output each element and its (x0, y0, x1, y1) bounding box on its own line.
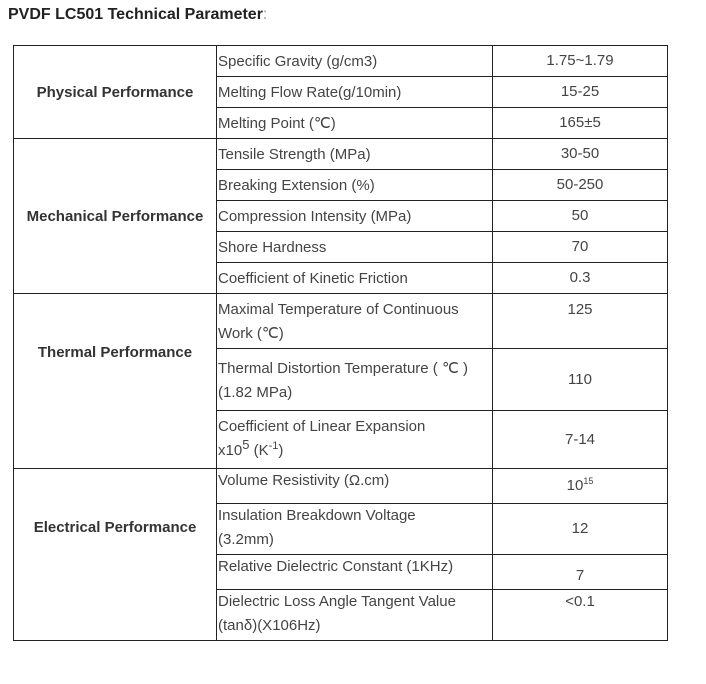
param-cell (217, 504, 493, 555)
param-cell: Specific Gravity (g/cm3) (217, 46, 493, 77)
table-row (14, 469, 668, 504)
param-cell: Breaking Extension (%) (217, 170, 493, 201)
param-cell: Tensile Strength (MPa) (217, 139, 493, 170)
page-title (8, 6, 267, 24)
param-line: (tanδ)(X106Hz) (218, 617, 321, 634)
value-cell: 110 (493, 349, 668, 411)
group-label-thermal: Thermal Performance (14, 294, 217, 469)
param-line: Work (℃) (218, 325, 284, 342)
param-cell: Compression Intensity (MPa) (217, 201, 493, 232)
param-text: x10 (218, 442, 243, 459)
value-text: 10 (566, 477, 584, 494)
value-cell: 70 (493, 232, 668, 263)
param-text: (K (249, 442, 269, 459)
param-line: Maximal Temperature of Continuous (218, 301, 459, 318)
param-line: Dielectric Loss Angle Tangent Value (218, 593, 456, 610)
value-cell: 50 (493, 201, 668, 232)
superscript: -1 (268, 440, 279, 452)
value-cell: 125 (493, 294, 668, 349)
value-cell: 30-50 (493, 139, 668, 170)
param-cell: Volume Resistivity (Ω.cm) (217, 469, 493, 504)
title-colon: : (262, 6, 268, 23)
group-label-electrical: Electrical Performance (14, 469, 217, 641)
table-row (14, 46, 668, 77)
parameter-table (13, 45, 668, 641)
value-cell: 50-250 (493, 170, 668, 201)
value-cell: 7-14 (493, 411, 668, 469)
param-cell: Melting Point (℃) (217, 108, 493, 139)
param-cell (217, 294, 493, 349)
superscript: 15 (583, 476, 594, 486)
title-text: PVDF LC501 Technical Parameter (8, 6, 263, 23)
param-line: (1.82 MPa) (218, 384, 293, 401)
param-cell (217, 590, 493, 641)
table-row (14, 139, 668, 170)
param-line: Coefficient of Linear Expansion (218, 418, 426, 435)
value-cell: 165±5 (493, 108, 668, 139)
value-cell: 12 (493, 504, 668, 555)
value-cell (493, 469, 668, 504)
param-cell: Shore Hardness (217, 232, 493, 263)
group-label-mechanical: Mechanical Performance (14, 139, 217, 294)
value-cell: <0.1 (493, 590, 668, 641)
superscript: 5 (242, 437, 250, 452)
value-cell: 7 (493, 555, 668, 590)
value-cell: 15-25 (493, 77, 668, 108)
param-cell (217, 411, 493, 469)
value-cell: 1.75~1.79 (493, 46, 668, 77)
value-cell: 0.3 (493, 263, 668, 294)
param-line: Thermal Distortion Temperature ( ℃ ) (218, 360, 468, 377)
param-text: ) (278, 442, 284, 459)
param-line: Insulation Breakdown Voltage (218, 507, 416, 524)
group-label-physical: Physical Performance (14, 46, 217, 139)
param-cell: Coefficient of Kinetic Friction (217, 263, 493, 294)
table-row (14, 294, 668, 349)
param-cell (217, 349, 493, 411)
param-line: (3.2mm) (218, 531, 274, 548)
param-cell: Melting Flow Rate(g/10min) (217, 77, 493, 108)
param-cell: Relative Dielectric Constant (1KHz) (217, 555, 493, 590)
